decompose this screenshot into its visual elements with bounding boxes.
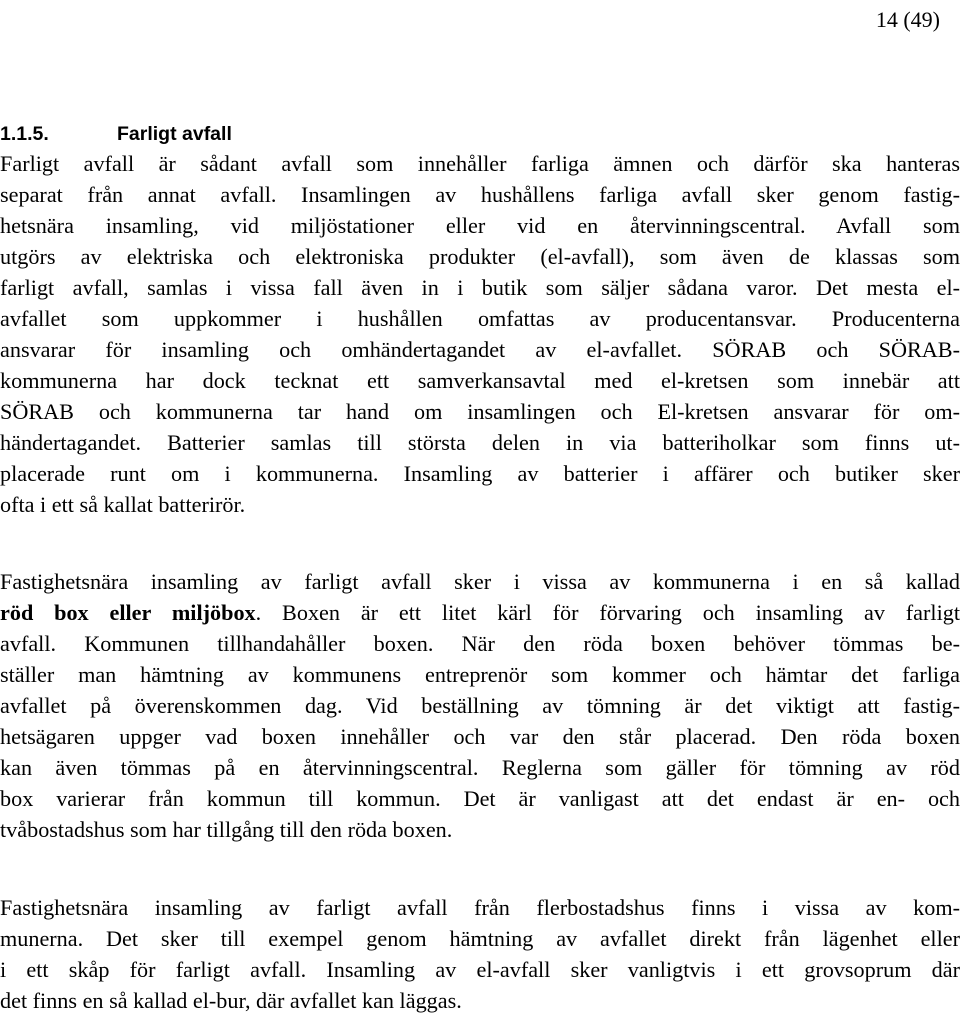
- text-line: hetsnära insamling, vid miljöstationer eller vid en återvinningscentral. Avfall som: [0, 213, 960, 238]
- text-line: [0, 597, 960, 628]
- text-line: munerna. Det sker till exempel genom hämtning av avfallet direkt från lägenhet eller: [0, 926, 960, 951]
- text-line: kommunerna har dock tecknat ett samverkansavtal med el-kretsen som innebär att: [0, 368, 960, 393]
- text-line: ansvarar för insamling och omhändertagandet av el-avfallet. SÖRAB och SÖRAB-: [0, 337, 960, 362]
- text-line: Farligt avfall är sådant avfall som innehåller farliga ämnen och därför ska hanteras: [0, 151, 960, 176]
- bold-term: röd box eller miljöbox: [0, 600, 256, 625]
- paragraph-2: [0, 566, 960, 845]
- text-line: avfall. Kommunen tillhandahåller boxen. När den röda boxen behöver tömmas be-: [0, 631, 960, 656]
- paragraph-3: [0, 892, 960, 1016]
- text-line: Fastighetsnära insamling av farligt avfall sker i vissa av kommunerna i en så kallad: [0, 569, 960, 594]
- text-line: det finns en så kallad el-bur, där avfallet kan läggas.: [0, 988, 462, 1013]
- text-line: SÖRAB och kommunerna tar hand om insamlingen och El-kretsen ansvarar för om-: [0, 399, 960, 424]
- paragraph-1: [0, 148, 960, 520]
- text-line: händertagandet. Batterier samlas till största delen in via batteriholkar som finns ut-: [0, 430, 960, 455]
- section-title: Farligt avfall: [117, 123, 232, 145]
- section-heading: [0, 120, 232, 148]
- page-number: 14 (49): [875, 7, 940, 32]
- text-fragment: . Boxen är ett litet kärl för förvaring och insamling av farligt: [255, 600, 960, 625]
- section-number: 1.1.5.: [0, 123, 49, 145]
- text-line: tvåbostadshus som har tillgång till den röda boxen.: [0, 817, 453, 842]
- text-line: Fastighetsnära insamling av farligt avfall från flerbostadshus finns i vissa av kom-: [0, 895, 960, 920]
- text-line: separat från annat avfall. Insamlingen av hushållens farliga avfall sker genom fastig-: [0, 182, 960, 207]
- text-line: hetsägaren uppger vad boxen innehåller och var den står placerad. Den röda boxen: [0, 724, 960, 749]
- text-line: avfallet på överenskommen dag. Vid beställning av tömning är det viktigt att fastig-: [0, 693, 960, 718]
- text-line: avfallet som uppkommer i hushållen omfattas av producentansvar. Producenterna: [0, 306, 960, 331]
- text-line: ställer man hämtning av kommunens entreprenör som kommer och hämtar det farliga: [0, 662, 960, 687]
- text-line: placerade runt om i kommunerna. Insamling av batterier i affärer och butiker sker: [0, 461, 960, 486]
- text-line: ofta i ett så kallat batterirör.: [0, 492, 246, 517]
- text-line: utgörs av elektriska och elektroniska produkter (el-avfall), som även de klassas som: [0, 244, 960, 269]
- text-line: box varierar från kommun till kommun. Det är vanligast att det endast är en- och: [0, 786, 960, 811]
- text-line: kan även tömmas på en återvinningscentral. Reglerna som gäller för tömning av röd: [0, 755, 960, 780]
- text-line: i ett skåp för farligt avfall. Insamling av el-avfall sker vanligtvis i ett grovsoprum där: [0, 957, 960, 982]
- text-line: farligt avfall, samlas i vissa fall även in i butik som säljer sådana varor. Det mesta el-: [0, 275, 960, 300]
